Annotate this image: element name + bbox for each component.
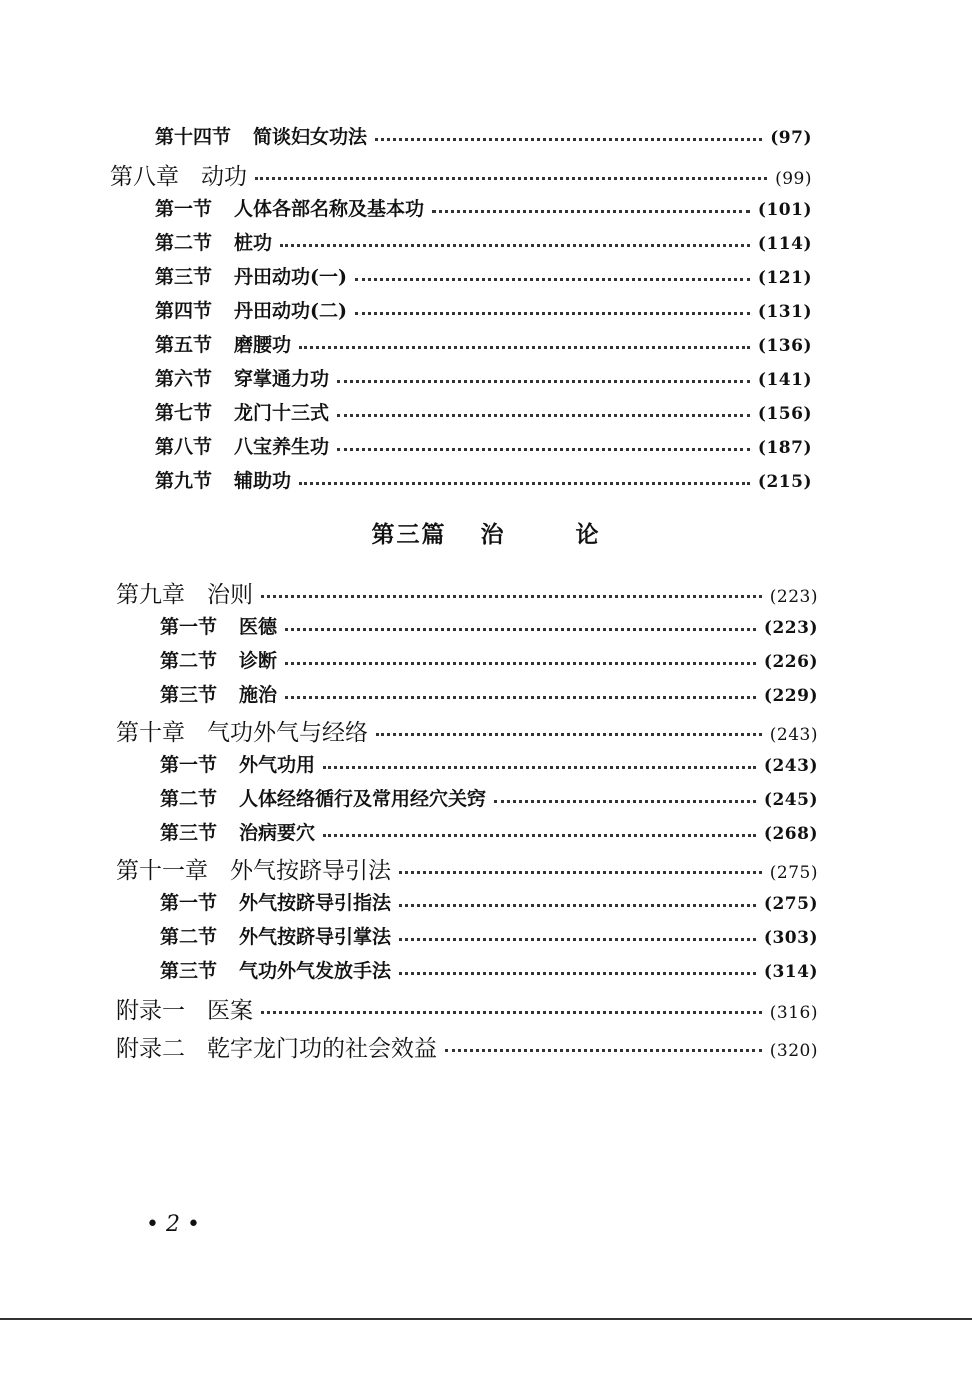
toc-entry-title: 气功外气与经络 bbox=[207, 720, 368, 746]
toc-section-entry bbox=[160, 888, 818, 915]
toc-chapter-entry bbox=[116, 576, 818, 609]
dot-leader bbox=[323, 766, 756, 769]
dot-leader bbox=[285, 696, 756, 699]
toc-section-entry bbox=[155, 398, 812, 425]
toc-entry-number: 第二节 bbox=[160, 650, 218, 672]
dot-leader bbox=[323, 834, 756, 837]
toc-entry-number: 第二节 bbox=[155, 232, 213, 254]
toc-section-entry bbox=[160, 956, 818, 983]
toc-entry-number: 附录二 bbox=[116, 1036, 185, 1062]
toc-entry-page: (243) bbox=[769, 725, 818, 745]
toc-entry-page: (215) bbox=[757, 472, 812, 492]
toc-chapter-entry bbox=[116, 1030, 818, 1063]
toc-entry-number: 第十一章 bbox=[116, 858, 208, 884]
dot-leader bbox=[432, 210, 750, 213]
toc-entry-title: 诊断 bbox=[239, 650, 278, 672]
dot-leader bbox=[445, 1049, 762, 1052]
dot-leader bbox=[337, 448, 750, 451]
toc-entry-number: 第四节 bbox=[155, 300, 213, 322]
dot-leader bbox=[337, 380, 750, 383]
toc-entry-number: 第九节 bbox=[155, 470, 213, 492]
toc-entry-title: 龙门十三式 bbox=[234, 402, 330, 424]
toc-entry-page: (223) bbox=[769, 587, 818, 607]
toc-chapter-entry bbox=[116, 852, 818, 885]
toc-entry-title: 丹田动功(二) bbox=[234, 300, 347, 322]
toc-section-entry bbox=[160, 922, 818, 949]
dot-leader bbox=[375, 138, 762, 141]
toc-entry-number: 第一节 bbox=[155, 198, 213, 220]
toc-entry-page: (226) bbox=[763, 652, 818, 672]
toc-entry-title: 气功外气发放手法 bbox=[239, 960, 392, 982]
toc-entry-title: 穿掌通力功 bbox=[234, 368, 330, 390]
toc-entry-page: (303) bbox=[763, 928, 818, 948]
page-number: • 2 • bbox=[146, 1212, 200, 1237]
toc-entry-number: 第二节 bbox=[160, 788, 218, 810]
dot-leader bbox=[299, 482, 750, 485]
toc-entry-page: (314) bbox=[763, 962, 818, 982]
toc-section-entry bbox=[155, 330, 812, 357]
toc-entry-page: (223) bbox=[763, 618, 818, 638]
toc-entry-number: 第八节 bbox=[155, 436, 213, 458]
dot-leader bbox=[355, 278, 750, 281]
bottom-rule bbox=[0, 1318, 972, 1320]
toc-entry-page: (320) bbox=[769, 1041, 818, 1061]
toc-entry-title: 外气按跻导引法 bbox=[230, 858, 391, 884]
dot-leader bbox=[261, 1011, 762, 1014]
toc-entry-page: (136) bbox=[757, 336, 812, 356]
toc-chapter-entry bbox=[110, 158, 812, 191]
part-title-char-2: 论 bbox=[575, 521, 601, 548]
toc-section-entry bbox=[160, 646, 818, 673]
toc-section-entry bbox=[155, 432, 812, 459]
toc-entry-number: 第三节 bbox=[160, 822, 218, 844]
toc-entry-page: (131) bbox=[757, 302, 812, 322]
toc-section-entry bbox=[160, 612, 818, 639]
toc-entry-title: 医德 bbox=[239, 616, 278, 638]
toc-chapter-entry bbox=[116, 992, 818, 1025]
toc-section-entry bbox=[155, 122, 812, 149]
toc-entry-title: 治则 bbox=[207, 582, 253, 608]
toc-section-entry bbox=[155, 296, 812, 323]
toc-entry-page: (99) bbox=[775, 169, 812, 189]
toc-entry-page: (121) bbox=[757, 268, 812, 288]
dot-leader bbox=[376, 733, 762, 736]
toc-entry-page: (114) bbox=[757, 234, 812, 254]
toc-entry-number: 第三节 bbox=[155, 266, 213, 288]
dot-leader bbox=[285, 628, 756, 631]
toc-entry-number: 附录一 bbox=[116, 998, 185, 1024]
toc-entry-number: 第十章 bbox=[116, 720, 185, 746]
toc-entry-title: 简谈妇女功法 bbox=[253, 126, 368, 148]
toc-entry-number: 第十四节 bbox=[155, 126, 232, 148]
toc-entry-title: 施治 bbox=[239, 684, 278, 706]
toc-entry-page: (316) bbox=[769, 1003, 818, 1023]
toc-entry-title: 动功 bbox=[201, 164, 247, 190]
toc-chapter-entry bbox=[116, 714, 818, 747]
part-title-char-1: 治 bbox=[480, 521, 506, 548]
toc-entry-title: 人体各部名称及基本功 bbox=[234, 198, 425, 220]
toc-entry-number: 第八章 bbox=[110, 164, 179, 190]
toc-entry-number: 第一节 bbox=[160, 754, 218, 776]
part-title bbox=[0, 516, 972, 549]
toc-entry-title: 桩功 bbox=[234, 232, 273, 254]
toc-entry-title: 丹田动功(一) bbox=[234, 266, 347, 288]
dot-leader bbox=[399, 904, 756, 907]
toc-entry-page: (275) bbox=[763, 894, 818, 914]
dot-leader bbox=[355, 312, 750, 315]
toc-section-entry bbox=[160, 818, 818, 845]
toc-entry-page: (156) bbox=[757, 404, 812, 424]
toc-entry-number: 第五节 bbox=[155, 334, 213, 356]
toc-section-entry bbox=[155, 228, 812, 255]
toc-entry-title: 外气功用 bbox=[239, 754, 316, 776]
toc-entry-title: 医案 bbox=[207, 998, 253, 1024]
dot-leader bbox=[399, 938, 756, 941]
toc-entry-page: (229) bbox=[763, 686, 818, 706]
toc-entry-number: 第一节 bbox=[160, 892, 218, 914]
toc-entry-page: (101) bbox=[757, 200, 812, 220]
part-number: 第三篇 bbox=[371, 521, 447, 548]
toc-entry-title: 磨腰功 bbox=[234, 334, 292, 356]
dot-leader bbox=[494, 800, 756, 803]
toc-entry-number: 第二节 bbox=[160, 926, 218, 948]
toc-entry-page: (187) bbox=[757, 438, 812, 458]
dot-leader bbox=[399, 871, 762, 874]
dot-leader bbox=[280, 244, 750, 247]
toc-entry-title: 外气按跻导引指法 bbox=[239, 892, 392, 914]
toc-entry-page: (141) bbox=[757, 370, 812, 390]
toc-entry-title: 八宝养生功 bbox=[234, 436, 330, 458]
toc-section-entry bbox=[160, 750, 818, 777]
toc-entry-page: (243) bbox=[763, 756, 818, 776]
toc-section-entry bbox=[155, 466, 812, 493]
dot-leader bbox=[299, 346, 750, 349]
toc-entry-title: 治病要穴 bbox=[239, 822, 316, 844]
dot-leader bbox=[255, 177, 767, 180]
toc-section-entry bbox=[155, 364, 812, 391]
toc-entry-number: 第七节 bbox=[155, 402, 213, 424]
toc-entry-page: (268) bbox=[763, 824, 818, 844]
dot-leader bbox=[285, 662, 756, 665]
dot-leader bbox=[337, 414, 750, 417]
toc-entry-number: 第六节 bbox=[155, 368, 213, 390]
dot-leader bbox=[261, 595, 762, 598]
toc-entry-page: (275) bbox=[769, 863, 818, 883]
toc-entry-number: 第三节 bbox=[160, 960, 218, 982]
toc-entry-title: 乾字龙门功的社会效益 bbox=[207, 1036, 437, 1062]
toc-entry-title: 辅助功 bbox=[234, 470, 292, 492]
toc-entry-title: 外气按跻导引掌法 bbox=[239, 926, 392, 948]
toc-entry-page: (245) bbox=[763, 790, 818, 810]
toc-entry-title: 人体经络循行及常用经穴关窍 bbox=[239, 788, 487, 810]
toc-section-entry bbox=[160, 784, 818, 811]
toc-entry-number: 第一节 bbox=[160, 616, 218, 638]
toc-section-entry bbox=[155, 194, 812, 221]
toc-section-entry bbox=[155, 262, 812, 289]
dot-leader bbox=[399, 972, 756, 975]
toc-entry-number: 第三节 bbox=[160, 684, 218, 706]
toc-section-entry bbox=[160, 680, 818, 707]
toc-entry-number: 第九章 bbox=[116, 582, 185, 608]
toc-entry-page: (97) bbox=[770, 128, 812, 148]
